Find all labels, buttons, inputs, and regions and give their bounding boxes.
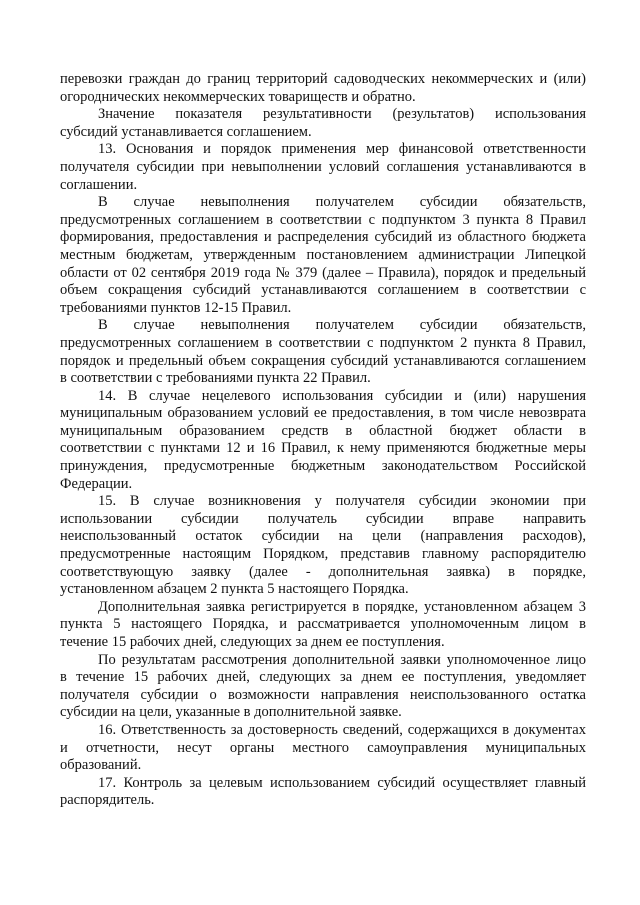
text-line: местным бюджетам, утвержденным постановлением администрации Липецкой [60, 246, 586, 263]
text-line: предусмотренных соглашением в соответствии с подпунктом 3 пункта 8 Правил [60, 211, 586, 228]
text-line: перевозки граждан до границ территорий садоводческих некоммерческих и (или) [60, 71, 586, 87]
paragraph-14 [60, 388, 586, 494]
text-line: распорядитель. [60, 792, 155, 809]
text-line: субсидии на цели, указанные в дополнительной заявке. [60, 704, 402, 721]
text-line: формирования, предоставления и распределения субсидий из областного бюджета [60, 229, 586, 246]
text-line: 15. В случае возникновения у получателя субсидии экономии при [98, 493, 586, 510]
text-line: объем сокращения субсидий устанавливаются соглашением в соответствии с [60, 282, 586, 299]
text-line: течение 15 рабочих дней, следующих за днем ее поступления. [60, 634, 445, 650]
text-line: субсидий устанавливается соглашением. [60, 123, 312, 140]
paragraph [60, 317, 586, 387]
text-line: 16. Ответственность за достоверность сведений, содержащихся в документах [98, 721, 586, 738]
paragraph [60, 599, 586, 652]
paragraph-16 [60, 722, 586, 775]
text-line: Значение показателя результативности (результатов) использования [98, 106, 586, 123]
text-line: 17. Контроль за целевым использованием субсидий осуществляет главный [98, 774, 586, 791]
text-line: 13. Основания и порядок применения мер финансовой ответственности [98, 141, 586, 158]
paragraph-continuation [60, 71, 586, 106]
text-line: В случае невыполнения получателем субсидии обязательств, [98, 194, 586, 211]
text-line: предусмотренных соглашением в соответствии с подпунктом 2 пункта 8 Правил, [60, 334, 586, 351]
text-line: принуждения, предусмотренные бюджетным законодательством Российской [60, 458, 586, 475]
text-line: 14. В случае нецелевого использования субсидии и (или) нарушения [98, 387, 586, 404]
text-line: порядок и предельный объем сокращения субсидий устанавливаются соглашением [60, 352, 586, 369]
paragraph-13 [60, 141, 586, 194]
document-body [60, 71, 586, 810]
text-line: использовании субсидии получатель субсидии вправе направить [60, 510, 586, 527]
text-line: соответствующую заявку (далее - дополнительная заявка) в порядке, [60, 563, 586, 580]
paragraph [60, 652, 586, 722]
text-line: В случае невыполнения получателем субсидии обязательств, [98, 317, 586, 334]
text-line: муниципальным образованием условий ее предоставления, в том числе невозврата [60, 405, 586, 422]
text-line: требованиями пунктов 12-15 Правил. [60, 299, 292, 316]
paragraph-15 [60, 493, 586, 599]
text-line: области от 02 сентября 2019 года № 379 (далее – Правила), порядок и предельный [60, 264, 586, 281]
text-line: предусмотренные настоящим Порядком, представив главному распорядителю [60, 546, 586, 563]
text-line: пункта 5 настоящего Порядка, и рассматривается уполномоченным лицом в [60, 616, 586, 633]
text-line: в соответствии с требованиями пункта 22 Правил. [60, 370, 371, 387]
text-line: и отчетности, несут органы местного самоуправления муниципальных [60, 739, 586, 756]
paragraph [60, 106, 586, 141]
text-line: установленном абзацем 2 пункта 5 настоящего Порядка. [60, 581, 409, 598]
text-line: огороднических некоммерческих товариществ и обратно. [60, 88, 416, 105]
text-line: получателя субсидии о возможности направления неиспользованного остатка [60, 686, 586, 703]
text-line: неиспользованный остаток субсидии на цели (направления расходов), [60, 528, 586, 545]
text-line: муниципальным образованием средств в областной бюджет области в [60, 422, 586, 439]
text-line: Дополнительная заявка регистрируется в порядке, установленном абзацем 3 [98, 598, 586, 615]
paragraph [60, 194, 586, 317]
text-line: соглашении. [60, 176, 138, 193]
text-line: в течение 15 рабочих дней, следующих за днем ее поступления, уведомляет [60, 669, 586, 686]
text-line: По результатам рассмотрения дополнительной заявки уполномоченное лицо [98, 651, 586, 668]
text-line: Федерации. [60, 475, 133, 492]
paragraph-17 [60, 775, 586, 810]
text-line: соответствии с пунктами 12 и 16 Правил, к нему применяются бюджетные меры [60, 440, 586, 457]
text-line: получателя субсидии при невыполнении условий соглашения устанавливаются в [60, 158, 586, 175]
text-line: образований. [60, 757, 142, 774]
